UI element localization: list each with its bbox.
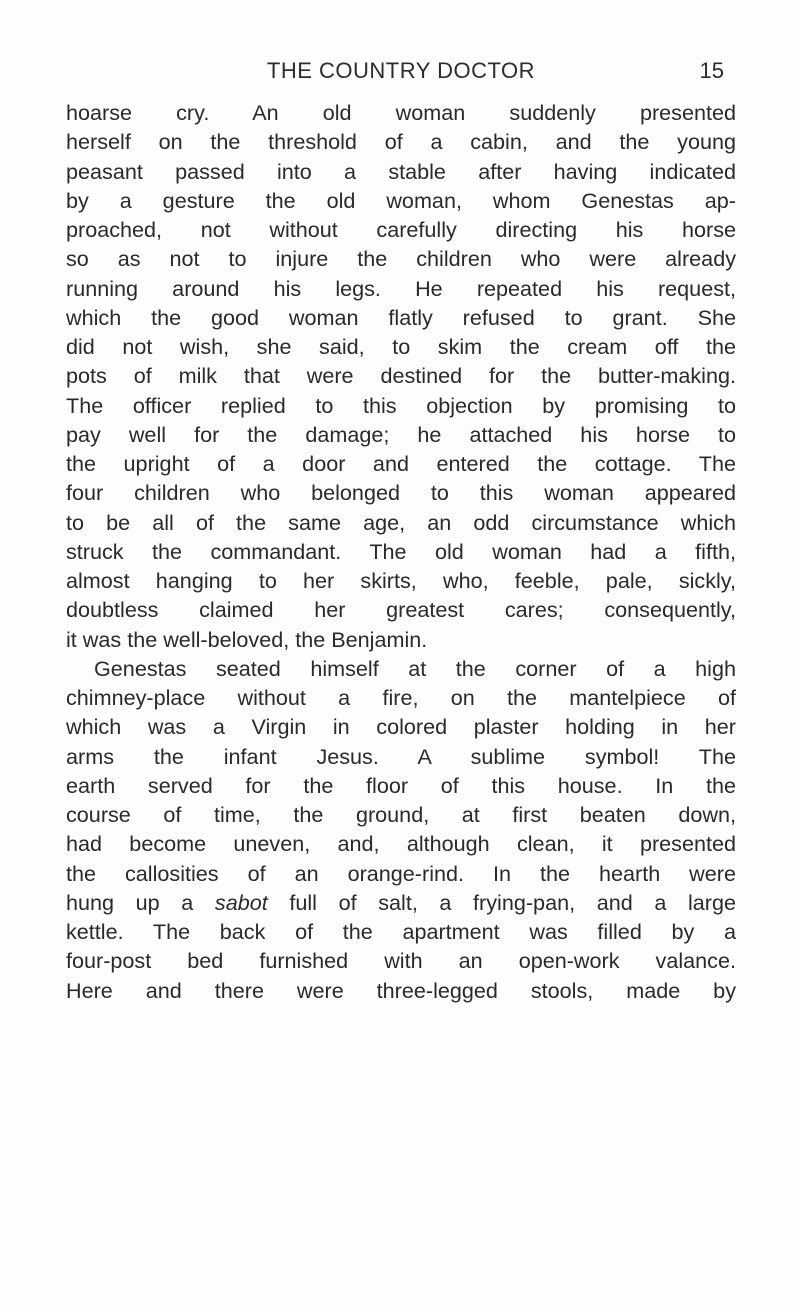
- text-line: [66, 888, 736, 917]
- paragraph: [66, 98, 736, 654]
- text-line: arms the infant Jesus. A sublime symbol! The: [66, 743, 736, 769]
- italic-word: sabot: [214, 889, 268, 915]
- text-line: almost hanging to her skirts, who, feeble, pale, sickly,: [66, 568, 736, 593]
- text-line: it was the well-beloved, the Benjamin.: [66, 626, 428, 652]
- text-line: which the good woman flatly refused to grant. She: [66, 304, 736, 330]
- text-line: Here and there were three-legged stools, made by: [66, 977, 736, 1003]
- text-line: hoarse cry. An old woman suddenly presented: [66, 100, 736, 125]
- text-line: herself on the threshold of a cabin, and the young: [66, 129, 736, 155]
- text-line: so as not to injure the children who were already: [66, 246, 736, 272]
- text-line: pots of milk that were destined for the butter-making.: [66, 363, 736, 389]
- page-number: 15: [699, 58, 724, 83]
- text-line: chimney-place without a fire, on the mantelpiece of: [66, 685, 736, 710]
- running-title: THE COUNTRY DOCTOR: [266, 58, 536, 83]
- text-line: four children who belonged to this woman appeared: [66, 480, 736, 506]
- text-span: full of salt, a frying-pan, and a large: [267, 889, 736, 915]
- text-line: struck the commandant. The old woman had a fifth,: [66, 538, 736, 564]
- text-line: did not wish, she said, to skim the cream off the: [66, 334, 736, 359]
- text-line: earth served for the floor of this house. In the: [66, 772, 736, 798]
- text-line: pay well for the damage; he attached his horse to: [66, 421, 736, 447]
- text-line: had become uneven, and, although clean, it presented: [66, 831, 736, 857]
- text-line: doubtless claimed her greatest cares; consequently,: [66, 597, 736, 623]
- text-line: proached, not without carefully directing his horse: [66, 217, 736, 242]
- body-text: [66, 98, 736, 1005]
- text-line: by a gesture the old woman, whom Genestas ap-: [66, 187, 736, 213]
- text-line: kettle. The back of the apartment was filled by a: [66, 919, 736, 944]
- text-line: peasant passed into a stable after having indicated: [66, 158, 736, 184]
- running-head: [66, 58, 736, 90]
- text-span: hung up a: [66, 889, 215, 915]
- paragraph: [66, 654, 736, 1005]
- text-line: four-post bed furnished with an open-work valance.: [66, 948, 736, 974]
- text-line: which was a Virgin in colored plaster holding in her: [66, 714, 736, 740]
- text-line: the upright of a door and entered the cottage. The: [66, 451, 736, 476]
- text-line: course of time, the ground, at first beaten down,: [66, 802, 736, 827]
- text-line: to be all of the same age, an odd circumstance which: [66, 509, 736, 535]
- text-line: the callosities of an orange-rind. In the hearth were: [66, 860, 736, 886]
- text-line: The officer replied to this objection by promising to: [66, 392, 736, 418]
- text-line: running around his legs. He repeated his request,: [66, 275, 736, 301]
- text-line: Genestas seated himself at the corner of a high: [94, 655, 736, 681]
